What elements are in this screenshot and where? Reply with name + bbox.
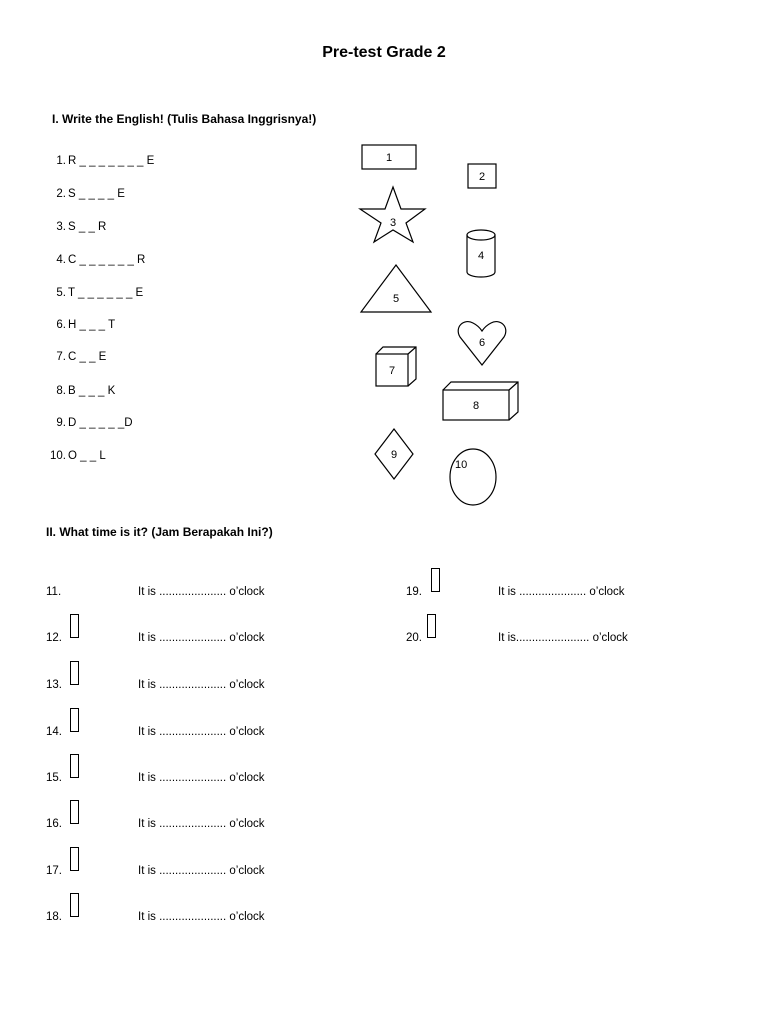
rectangle-shape (362, 145, 416, 169)
shape-label-3: 3 (389, 217, 397, 229)
shape-label-5: 5 (392, 293, 400, 305)
list-item (46, 891, 346, 925)
item-number: 13. (46, 679, 62, 691)
answer-sentence: It is ..................... o’clock (138, 726, 265, 738)
answer-sentence: It is ..................... o’clock (138, 679, 265, 691)
clock-icon (70, 893, 79, 917)
item-number: 7. (56, 351, 66, 363)
item-number: 16. (46, 818, 62, 830)
heart-shape (458, 322, 506, 365)
word-blank: O _ _ L (68, 450, 106, 462)
shape-label-8: 8 (472, 400, 480, 412)
clock-icon (427, 614, 436, 638)
word-blank: H _ _ _ T (68, 319, 116, 331)
cube-shape (376, 347, 416, 386)
diamond-shape (375, 429, 413, 479)
clock-icon (70, 754, 79, 778)
word-blank: T _ _ _ _ _ _ E (68, 287, 144, 299)
word-blank: R _ _ _ _ _ _ _ E (68, 155, 155, 167)
answer-sentence: It is ..................... o’clock (138, 586, 265, 598)
list-item (46, 706, 346, 740)
list-item (406, 612, 706, 646)
item-number: 14. (46, 726, 62, 738)
square-shape (468, 164, 496, 188)
clock-icon (70, 708, 79, 732)
list-item (46, 845, 346, 879)
shape-label-7: 7 (388, 365, 396, 377)
shape-label-9: 9 (390, 449, 398, 461)
list-item (46, 752, 346, 786)
item-number: 8. (56, 385, 66, 397)
answer-sentence: It is ..................... o’clock (138, 632, 265, 644)
shape-label-2: 2 (478, 171, 486, 183)
item-number: 5. (56, 287, 66, 299)
item-number: 9. (56, 417, 66, 429)
shapes-figure (350, 140, 530, 515)
item-number: 1. (56, 155, 66, 167)
list-item (46, 612, 346, 646)
item-number: 3. (56, 221, 66, 233)
list-item (46, 798, 346, 832)
item-number: 4. (56, 254, 66, 266)
item-number: 17. (46, 865, 62, 877)
shape-label-1: 1 (385, 152, 393, 164)
item-number: 10. (50, 450, 66, 462)
item-number: 11. (46, 586, 62, 598)
list-item (406, 566, 706, 600)
answer-sentence: It is ..................... o’clock (138, 911, 265, 923)
word-blank: C _ _ _ _ _ _ R (68, 254, 146, 266)
word-blank: C _ _ E (68, 351, 107, 363)
triangle-shape (361, 265, 431, 312)
item-number: 6. (56, 319, 66, 331)
item-number: 15. (46, 772, 62, 784)
answer-sentence: It is ..................... o’clock (138, 772, 265, 784)
clock-icon (70, 614, 79, 638)
shape-label-4: 4 (477, 250, 485, 262)
cuboid-shape (443, 382, 518, 420)
word-blank: S _ _ R (68, 221, 107, 233)
word-blank: B _ _ _ K (68, 385, 116, 397)
answer-sentence: It is ..................... o’clock (138, 818, 265, 830)
item-number: 2. (56, 188, 66, 200)
answer-sentence: It is....................... o’clock (498, 632, 628, 644)
section-2-heading: II. What time is it? (Jam Berapakah Ini?) (46, 525, 273, 539)
page-title: Pre-test Grade 2 (322, 44, 446, 61)
clock-icon (70, 661, 79, 685)
word-blank: D _ _ _ _ _D (68, 417, 133, 429)
list-item (46, 659, 346, 693)
shape-label-10: 10 (455, 459, 468, 471)
section-1-heading: I. Write the English! (Tulis Bahasa Inggrisnya!) (52, 112, 317, 126)
item-number: 19. (406, 586, 422, 598)
clock-icon (70, 847, 79, 871)
list-item (46, 580, 346, 614)
star-shape (360, 187, 425, 242)
shape-label-6: 6 (478, 337, 486, 349)
clock-icon (431, 568, 440, 592)
item-number: 12. (46, 632, 62, 644)
item-number: 18. (46, 911, 62, 923)
clock-icon (70, 800, 79, 824)
oval-shape (450, 449, 496, 505)
answer-sentence: It is ..................... o’clock (498, 586, 625, 598)
word-blank: S _ _ _ _ E (68, 188, 125, 200)
answer-sentence: It is ..................... o’clock (138, 865, 265, 877)
item-number: 20. (406, 632, 422, 644)
cylinder-shape (467, 230, 495, 277)
